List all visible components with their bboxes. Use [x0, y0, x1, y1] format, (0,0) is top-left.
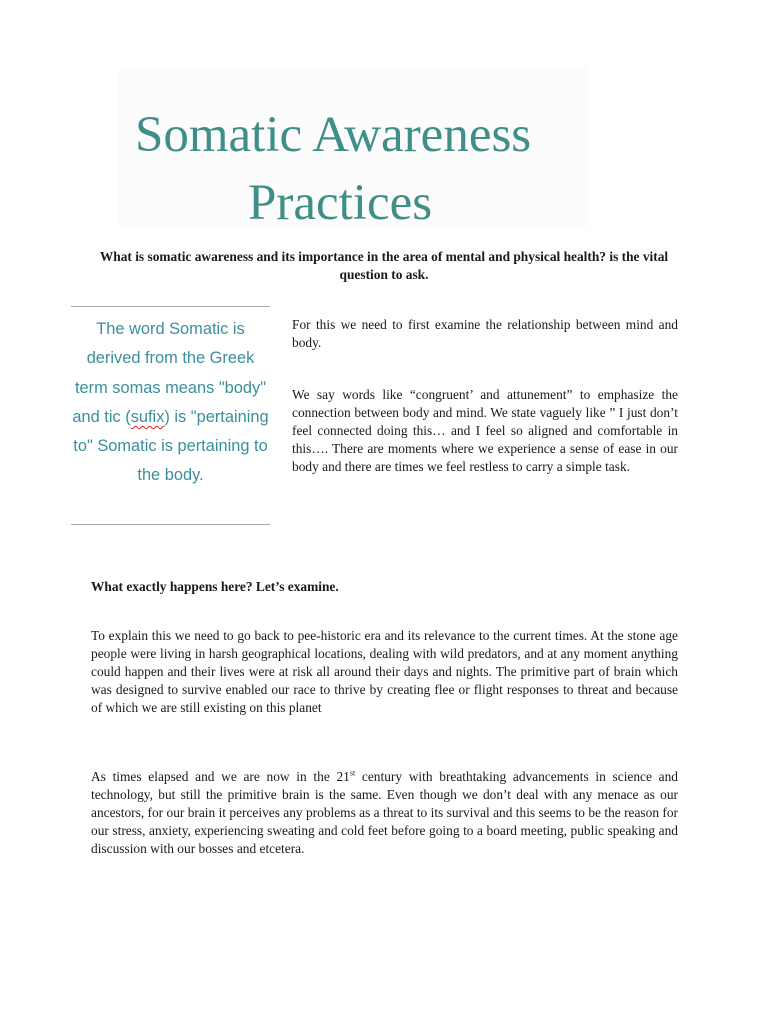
paragraph-congruent: We say words like “congruent’ and attunement” to emphasize the connection between body and mind. We state vaguely like ” I just don’t feel connected doing this… and I feel so aligned and comfortable in this…. There are moments where we experience a sense of ease in our body and there are times we feel restless to carry a simple task. [292, 387, 678, 474]
ordinal-suffix: st [349, 768, 356, 778]
definition-text [71, 315, 270, 491]
paragraph-modern-start: As times elapsed and we are now in the 21 [91, 769, 350, 784]
definition-callout [71, 306, 270, 525]
paragraph-prehistoric: To explain this we need to go back to pee-historic era and its relevance to the current times. At the stone age people were living in harsh geographical locations, dealing with wild predators, and at any moment anything could happen and their lives were at risk all around their days and nights. The primitive part of brain which was designed to survive enabled our race to thrive by creating flee or flight responses to threat and because of which we are still existing on this planet [91, 628, 678, 715]
intro-question: What is somatic awareness and its importance in the area of mental and physical health? is the vital question to ask. [99, 249, 669, 282]
paragraph-mind-body: For this we need to first examine the relationship between mind and body. [292, 317, 678, 350]
definition-part-1: The word Somatic is derived from the Greek term somas means "body" and tic ( [72, 320, 267, 426]
section-heading: What exactly happens here? Let’s examine. [91, 579, 339, 594]
definition-part-2: ) is "pertaining to" Somatic is pertaining to the body. [73, 407, 269, 485]
document-title-line-2: Practices [248, 175, 433, 231]
document-title-line-1: Somatic Awareness [135, 107, 532, 163]
paragraph-modern-end: century with breathtaking advancements in science and technology, but still the primitive brain is the same. Even though we don’t deal with any menace as our ancestors, for our brain it perceives any problems as a threat to its survival and this seems to be the reason for our stress, anxiety, experiencing sweating and cold feet before going to a board meeting, public speaking and discussion with our bosses and etcetera. [91, 769, 678, 856]
misspelled-word: sufix [130, 407, 165, 426]
paragraph-modern-times [91, 768, 678, 858]
